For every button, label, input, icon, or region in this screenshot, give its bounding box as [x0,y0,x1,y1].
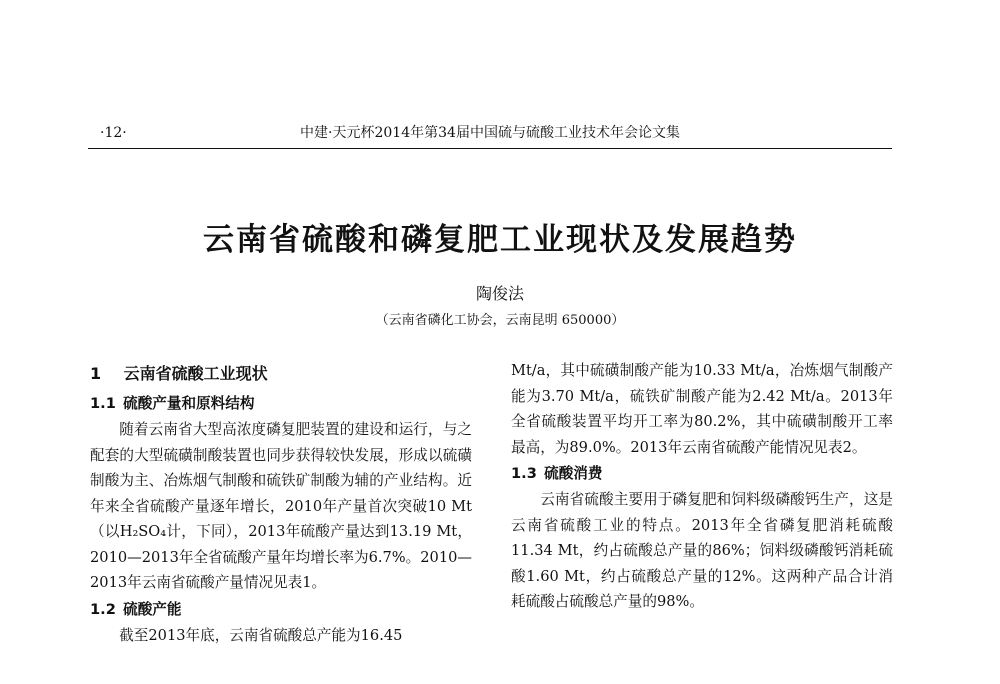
section-heading-1 [90,358,472,390]
author-name: 陶俊法 [475,284,524,303]
subsection-title: 硫酸产能 [123,600,182,618]
subsection-heading-1-1 [90,390,472,417]
paragraph: Mt/a，其中硫磺制酸产能为10.33 Mt/a，冶炼烟气制酸产能为3.70 Mt/a，硫铁矿制酸产能为2.42 Mt/a。2013年全省硫酸装置平均开工率为80.2%，其中硫磺制酸开工率最高，为89.0%。2013年云南省硫酸产能情况见表2。 [511,362,893,456]
author-affiliation: （云南省磷化工协会，云南昆明 650000） [375,313,625,328]
journal-title: 中建·天元杯2014年第34届中国硫与硫酸工业技术年会论文集 [300,125,680,141]
paragraph: 随着云南省大型高浓度磷复肥装置的建设和运行，与之配套的大型硫磺制酸装置也同步获得较快发展，形成以硫磺制酸为主、冶炼烟气制酸和硫铁矿制酸为辅的产业结构。近年来全省硫酸产量逐年增长，2010年产量首次突破10 Mt（以H₂SO₄计，下同），2013年硫酸产量达到13.19 Mt，2010—2013年全省硫酸产量年均增长率为6.7%。2010—2013年云南省硫酸产量情况见表1。 [90,421,472,591]
section-title: 云南省硫酸工业现状 [123,364,268,383]
subsection-number: 1.3 [511,465,537,482]
article-title: 云南省硫酸和磷复肥工业现状及发展趋势 [203,222,797,258]
paragraph: 云南省硫酸主要用于磷复肥和饲料级磷酸钙生产，这是云南省硫酸工业的特点。2013年全省磷复肥消耗硫酸11.34 Mt，约占硫酸总产量的86%；饲料级磷酸钙消耗硫酸1.60 Mt，约占硫酸总产量的12%。这两种产品合计消耗硫酸占硫酸总产量的98%。 [511,491,893,610]
subsection-heading-1-2 [90,596,472,623]
right-column [511,358,893,615]
subsection-heading-1-3 [511,460,893,487]
section-number: 1 [90,364,102,383]
running-header [88,122,892,144]
subsection-title: 硫酸产量和原料结构 [123,395,255,412]
subsection-number: 1.2 [90,600,116,618]
left-column [90,358,472,648]
subsection-title: 硫酸消费 [544,465,603,482]
header-rule [88,148,892,149]
page-number: ·12· [100,125,127,141]
subsection-number: 1.1 [90,395,116,412]
paragraph: 截至2013年底，云南省硫酸总产能为16.45 [119,626,403,644]
